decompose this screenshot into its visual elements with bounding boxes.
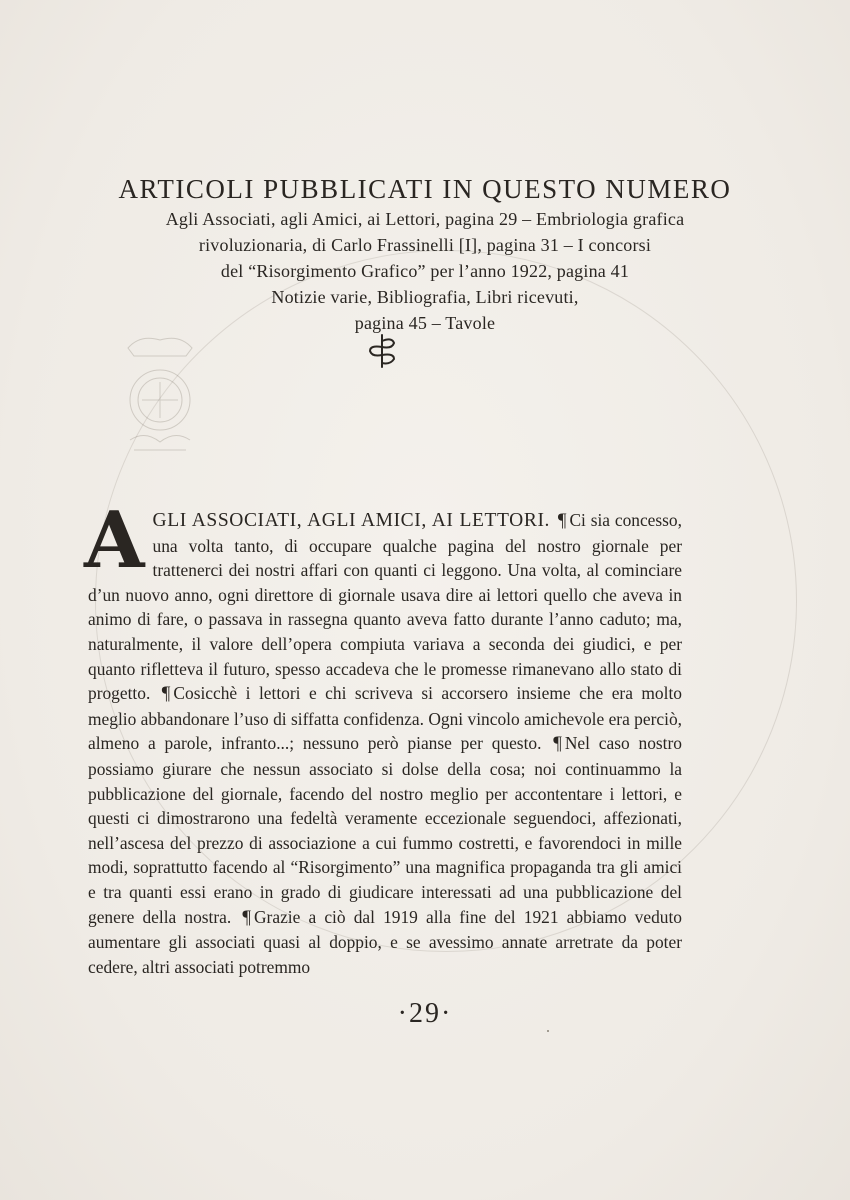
pilcrow-mark: ¶ (557, 510, 567, 531)
pilcrow-mark: ¶ (553, 733, 562, 755)
article-heading: GLI ASSOCIATI, AGLI AMICI, AI LETTORI. (152, 510, 551, 531)
toc-line: Notizie varie, Bibliografia, Libri ricevuti, (271, 287, 579, 307)
toc-line: rivoluzionaria, di Carlo Frassinelli [I], pagina 31 – I concorsi (198, 235, 652, 255)
fleuron-ornament-icon (362, 333, 402, 369)
toc-line: del “Risorgimento Grafico” per l’anno 1922, pagina 41 (220, 261, 630, 281)
article-body (84, 495, 682, 979)
page-number: ·29· (397, 998, 453, 1029)
toc-line: Agli Associati, agli Amici, ai Lettori, pagina 29 – Embriologia grafica (165, 209, 685, 229)
toc-line: pagina 45 – Tavole (354, 313, 496, 333)
seal-stamp-icon (120, 330, 200, 460)
paragraph: Cosicchè i lettori e chi scriveva si accorsero insieme che era molto meglio abbandonare l’uso di siffatta confidenza. Ogni vincolo amichevole era perciò, almeno a parole, infranto...; nessuno però pianse per questo. (88, 683, 682, 754)
pilcrow-mark: ¶ (161, 683, 171, 705)
paragraph: Nel caso nostro possiamo giurare che nessun associato si dolse della cosa; noi continuammo la pubblicazione del giornale, facendo del nostro meglio per accontentare i lettori, e questi ci dimostrarono una fedeltà veramente eccezionale seguendoci, affezionati, nell’ascesa del prezzo di associazione a cui fummo costretti, e favorendoci in mille modi, soprattutto facendo al “Risorgimento” una magnifica propaganda tra gli amici e tra quanti essi erano in grado di giudicare interessati ad una pubblicazione del genere della nostra. (88, 733, 682, 927)
paper-speck (547, 1030, 549, 1032)
paragraph: Grazie a ciò dal 1919 alla fine del 1921 abbiamo veduto aumentare gli associati quasi al doppio, e se avessimo annate arretrate da poter cedere, altri associati potremmo (88, 906, 682, 977)
paragraph: Ci sia concesso, una volta tanto, di occupare qualche pagina del nostro giornale per trattenerci dei nostri affari con quanti ci leggono. Una volta, al cominciare d’un nuovo anno, ogni direttore di giornale usava dire ai lettori quello che aveva in animo di fare, o passava in rassegna quanto aveva fatto durante l’anno caduto; ma, naturalmente, il valore dell’opera compiuta variava a seconda dei giudici, e per quanto rifletteva il futuro, spesso accadeva che le promesse rimanevano allo stato di progetto. (88, 510, 682, 704)
contents-title: ARTICOLI PUBBLICATI IN QUESTO NUMERO (118, 174, 732, 204)
contents-header (70, 172, 780, 336)
pilcrow-mark: ¶ (242, 906, 251, 928)
drop-cap: A (84, 495, 145, 586)
